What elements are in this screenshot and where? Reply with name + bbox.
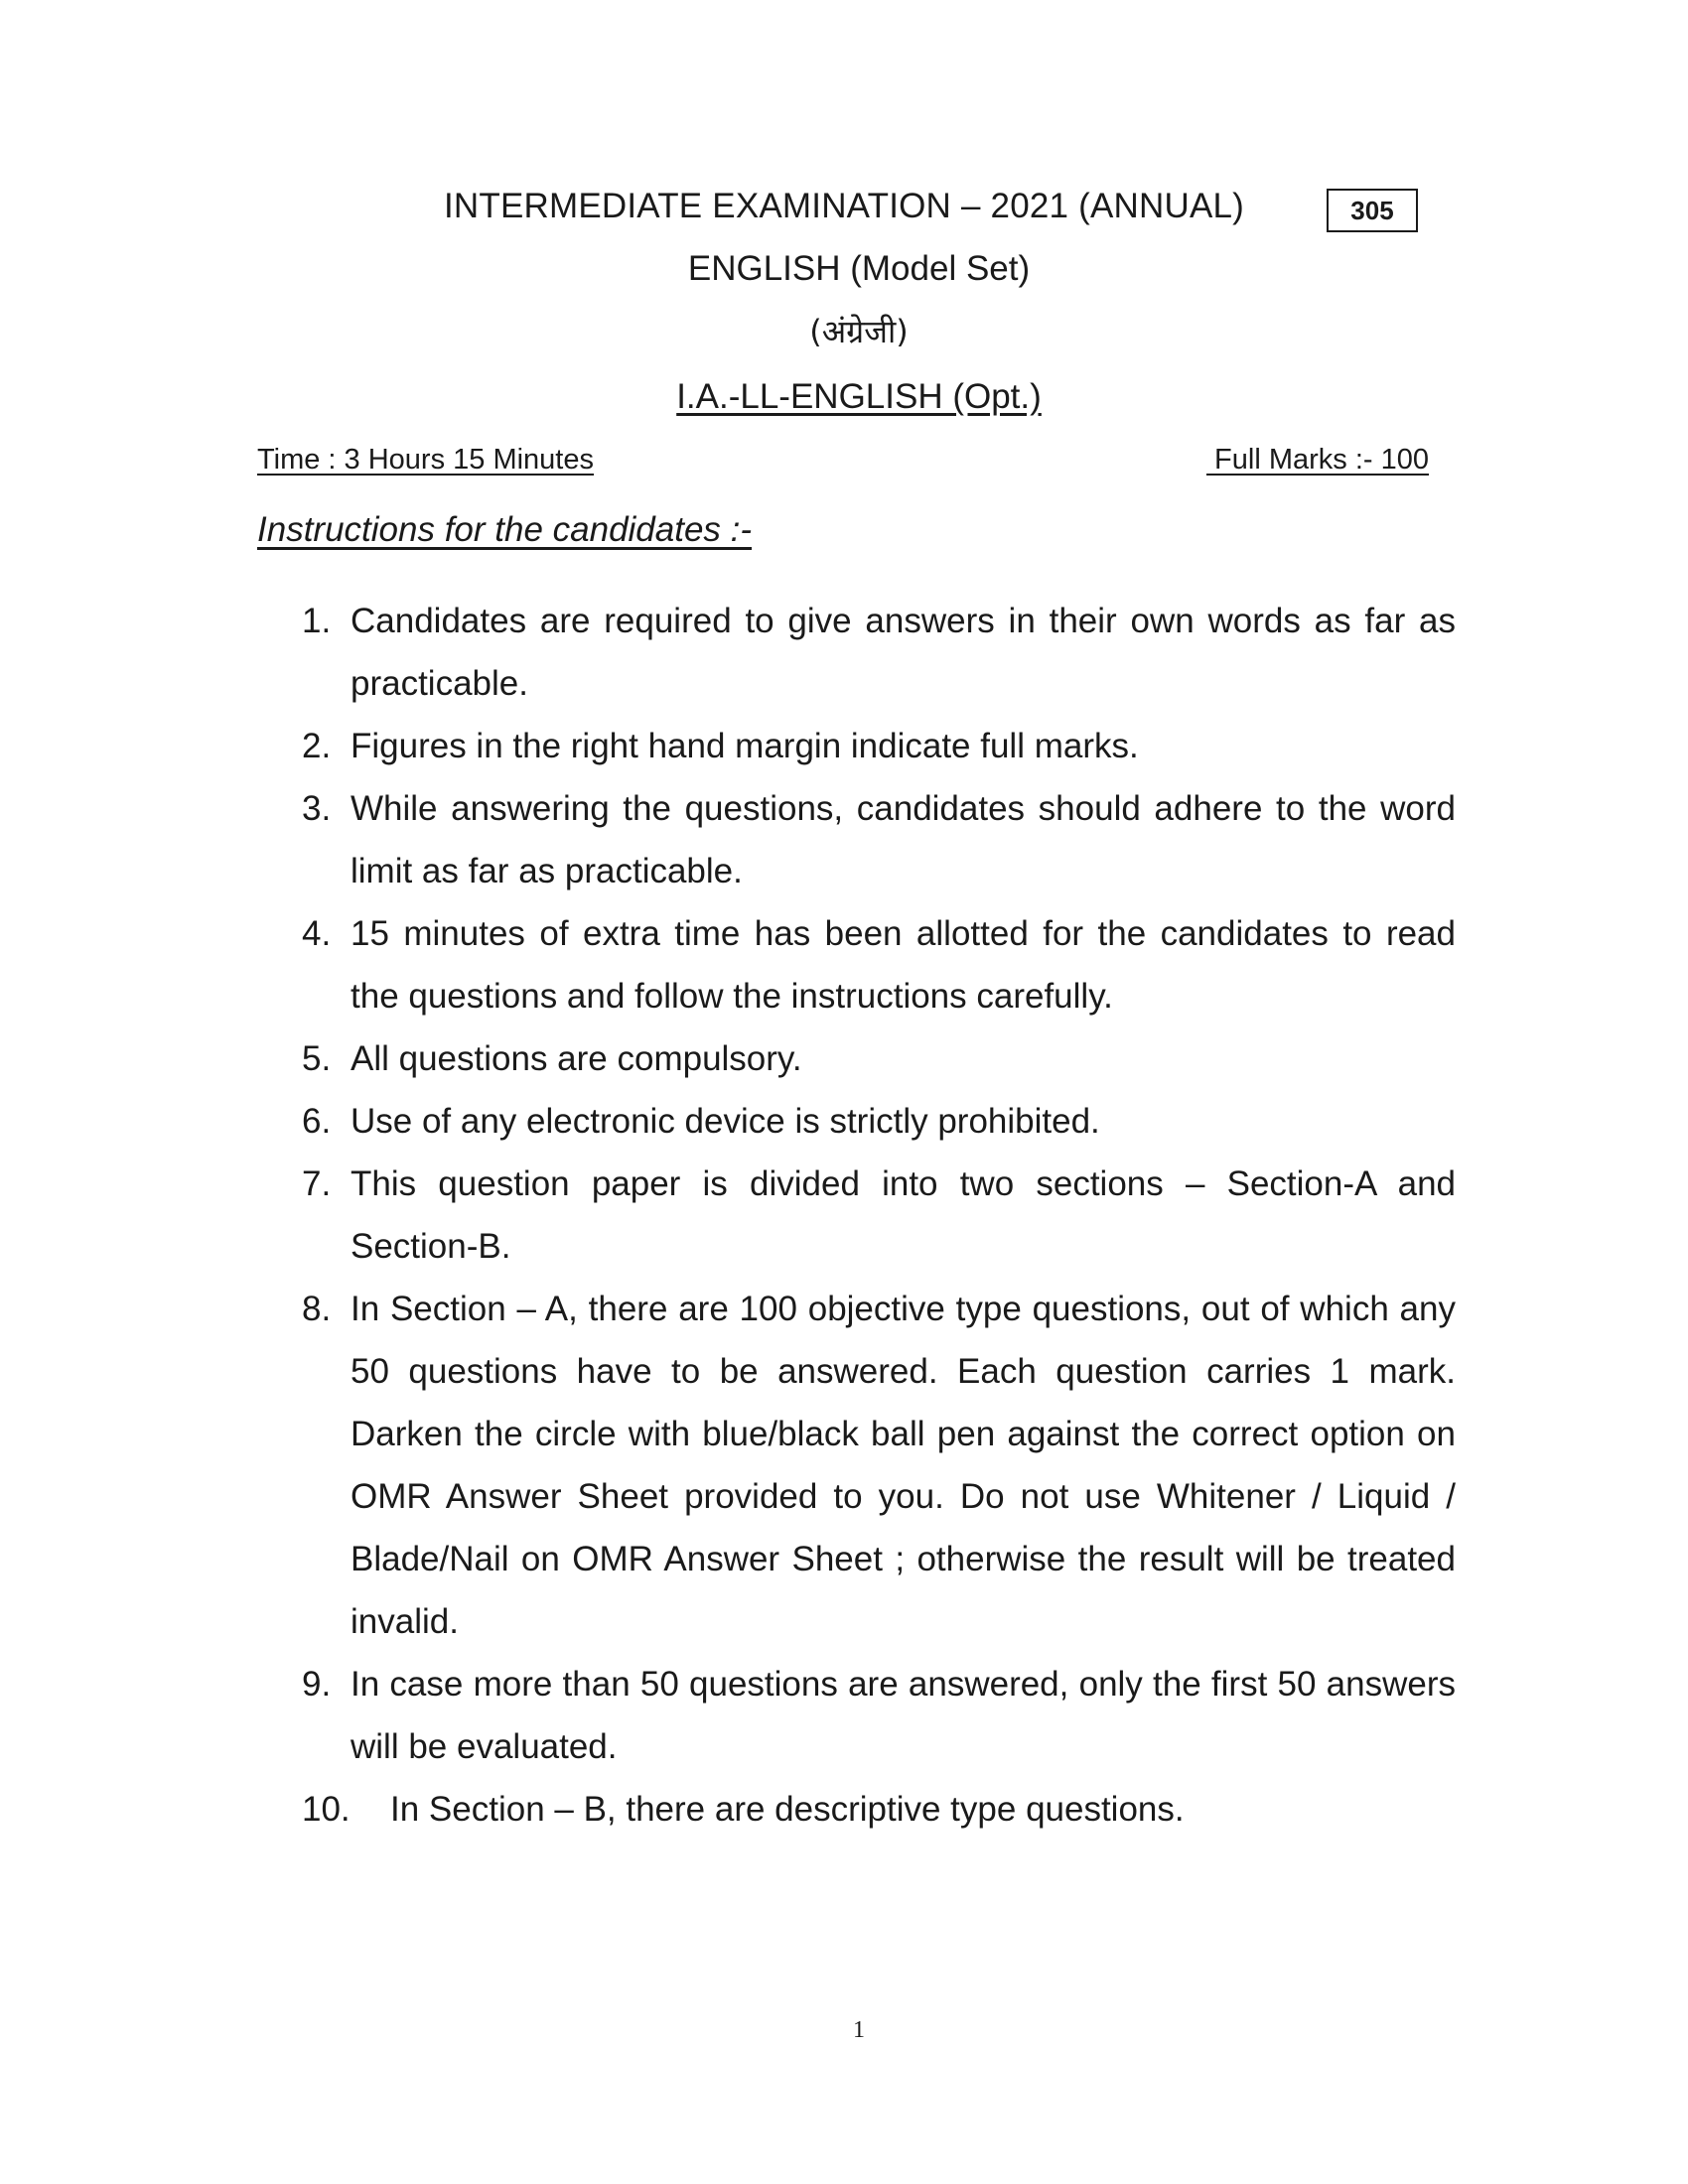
instruction-item bbox=[298, 1778, 1456, 1841]
instruction-item bbox=[298, 777, 1456, 902]
instruction-item bbox=[298, 1027, 1456, 1090]
instruction-item bbox=[298, 1090, 1456, 1153]
instruction-number: 5. bbox=[302, 1039, 332, 1078]
subject-title-hindi: (अंग्रेजी) bbox=[809, 313, 909, 350]
instruction-text: In Section – A, there are 100 objective type questions, out of which any 50 questions have to be answered. Each question carries 1 mark. Darken the circle with blue/black ball pen against the correct option on OMR Answer Sheet provided to you. Do not use Whitener / Liquid / Blade/Nail on OMR Answer Sheet ; otherwise the result will be treated invalid. bbox=[351, 1290, 1456, 1641]
exam-meta-row bbox=[257, 440, 1429, 479]
instruction-text: Candidates are required to give answers in their own words as far as practicable. bbox=[351, 602, 1456, 703]
time-allowed: Time : 3 Hours 15 Minutes bbox=[257, 444, 594, 476]
instruction-text: Figures in the right hand margin indicate full marks. bbox=[351, 727, 1139, 765]
instruction-text: While answering the questions, candidates should adhere to the word limit as far as practicable. bbox=[351, 789, 1456, 890]
instruction-item bbox=[298, 715, 1456, 777]
course-code-text: I.A.-LL-ENGLISH (Opt.) bbox=[676, 377, 1042, 416]
instruction-item bbox=[298, 1653, 1456, 1778]
instructions-list bbox=[298, 590, 1456, 1841]
instruction-item bbox=[298, 902, 1456, 1027]
instruction-item bbox=[298, 590, 1456, 715]
page-number: 1 bbox=[853, 2017, 865, 2043]
course-code bbox=[298, 375, 1420, 419]
instruction-number: 4. bbox=[302, 914, 332, 953]
instruction-text: Use of any electronic device is strictly prohibited. bbox=[351, 1102, 1100, 1141]
instruction-text: This question paper is divided into two sections – Section-A and Section-B. bbox=[351, 1164, 1456, 1266]
instruction-item bbox=[298, 1278, 1456, 1653]
instruction-number: 1. bbox=[302, 602, 332, 640]
instruction-number: 9. bbox=[302, 1665, 332, 1704]
instruction-item bbox=[298, 1153, 1456, 1278]
instruction-number: 10. bbox=[302, 1790, 351, 1829]
instruction-number: 8. bbox=[302, 1290, 332, 1328]
instruction-number: 7. bbox=[302, 1164, 332, 1203]
instruction-text: All questions are compulsory. bbox=[351, 1039, 802, 1078]
instruction-text: 15 minutes of extra time has been allotted for the candidates to read the questions and follow the instructions carefully. bbox=[351, 914, 1456, 1016]
instruction-number: 6. bbox=[302, 1102, 332, 1141]
instruction-text: In case more than 50 questions are answered, only the first 50 answers will be evaluated. bbox=[351, 1665, 1456, 1766]
subject-title: ENGLISH (Model Set) bbox=[687, 249, 1031, 288]
instruction-number: 3. bbox=[302, 789, 332, 828]
instruction-text: In Section – B, there are descriptive type questions. bbox=[390, 1790, 1185, 1829]
exam-title: INTERMEDIATE EXAMINATION – 2021 (ANNUAL) bbox=[443, 187, 1245, 225]
full-marks: Full Marks :- 100 bbox=[1206, 444, 1429, 476]
instructions-heading: Instructions for the candidates :- bbox=[257, 510, 753, 549]
paper-code-box: 305 bbox=[1327, 189, 1418, 232]
instruction-number: 2. bbox=[302, 727, 332, 765]
